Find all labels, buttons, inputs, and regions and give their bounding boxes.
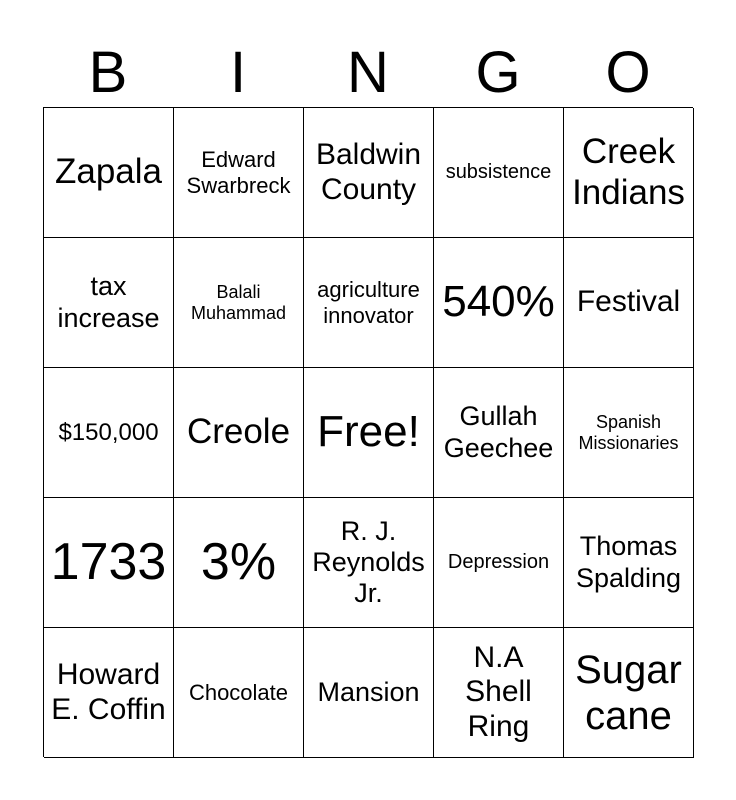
bingo-cell[interactable] [174, 368, 304, 498]
bingo-cell-text: Spanish Missionaries [578, 411, 679, 453]
bingo-cell-text: Thomas Spalding [575, 531, 682, 593]
bingo-cell[interactable] [564, 368, 694, 498]
header-letter-g: G [475, 40, 521, 105]
bingo-cell[interactable] [434, 628, 564, 758]
bingo-cell[interactable] [44, 628, 174, 758]
bingo-cell[interactable] [434, 368, 564, 498]
bingo-cell-text: Baldwin County [315, 138, 422, 206]
bingo-cell-text: 1733 [50, 532, 167, 591]
bingo-cell-text: Edward Swarbreck [186, 147, 291, 198]
bingo-cell[interactable] [434, 498, 564, 628]
bingo-cell-text: Depression [447, 551, 550, 573]
bingo-card-grid [43, 107, 693, 757]
header-letter-i: I [229, 40, 247, 105]
bingo-cell[interactable] [304, 498, 434, 628]
header-letter-n: N [347, 40, 389, 105]
bingo-cell[interactable] [304, 628, 434, 758]
bingo-cell-text: Zapala [54, 152, 163, 192]
bingo-cell-text: tax increase [57, 271, 160, 333]
bingo-cell[interactable] [434, 238, 564, 368]
bingo-cell [304, 368, 434, 498]
bingo-cell-text: Creole [186, 412, 291, 452]
bingo-cell[interactable] [44, 238, 174, 368]
bingo-cell-text: subsistence [445, 161, 552, 183]
bingo-cell-text: 3% [200, 532, 277, 591]
bingo-header [43, 40, 693, 106]
bingo-cell-text: Festival [576, 285, 681, 319]
bingo-cell[interactable] [174, 498, 304, 628]
bingo-cell-text: Mansion [317, 676, 420, 707]
bingo-cell-text: Sugar cane [575, 647, 682, 738]
free-space-text: Free! [317, 407, 420, 457]
bingo-cell[interactable] [304, 238, 434, 368]
bingo-cell-text: Gullah Geechee [443, 401, 554, 463]
bingo-cell[interactable] [44, 368, 174, 498]
header-letter-b: B [88, 40, 128, 105]
bingo-cell-text: Balali Muhammad [190, 281, 287, 323]
bingo-cell[interactable] [174, 108, 304, 238]
bingo-cell-text: $150,000 [58, 418, 159, 446]
bingo-cell-text: agriculture innovator [317, 277, 420, 328]
bingo-cell-text: R. J. Reynolds Jr. [312, 515, 425, 609]
bingo-cell[interactable] [564, 238, 694, 368]
bingo-cell[interactable] [564, 498, 694, 628]
bingo-cell[interactable] [44, 108, 174, 238]
bingo-cell[interactable] [434, 108, 564, 238]
bingo-cell[interactable] [174, 238, 304, 368]
bingo-cell-text: Chocolate [188, 679, 289, 705]
bingo-cell-text: 540% [442, 277, 555, 327]
bingo-cell-text: Howard E. Coffin [51, 658, 166, 726]
bingo-cell[interactable] [304, 108, 434, 238]
bingo-cell[interactable] [564, 108, 694, 238]
bingo-cell-text: Creek Indians [572, 132, 685, 212]
bingo-cell[interactable] [44, 498, 174, 628]
bingo-cell-text: N.A Shell Ring [465, 640, 532, 743]
header-letter-o: O [605, 40, 651, 105]
bingo-cell[interactable] [564, 628, 694, 758]
bingo-cell[interactable] [174, 628, 304, 758]
